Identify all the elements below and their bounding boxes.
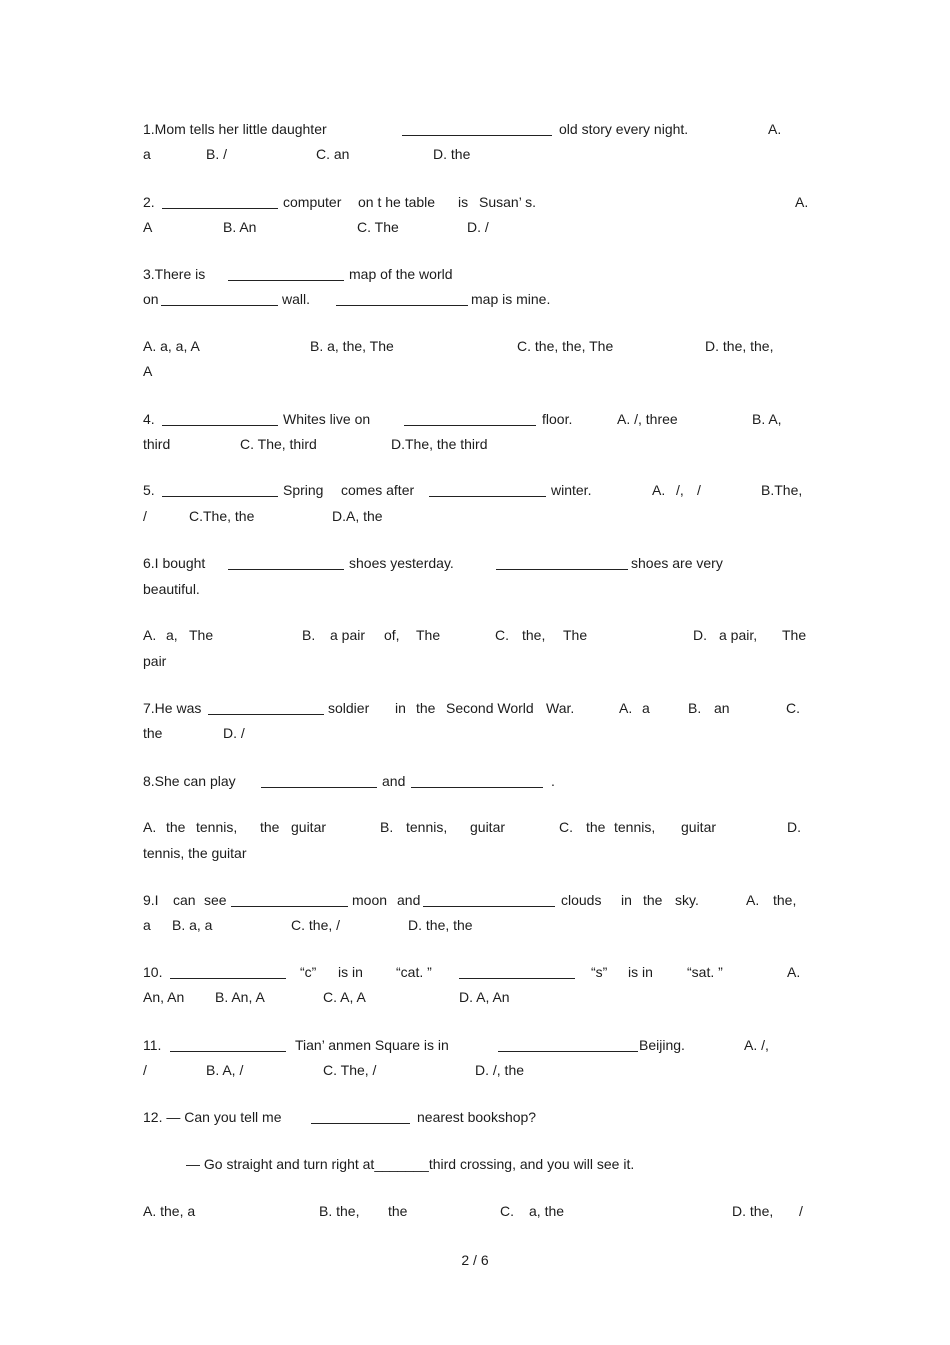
q11-stem: Tian’ anmen Square is in bbox=[295, 1037, 449, 1053]
q11-option-d: D. /, the bbox=[475, 1062, 525, 1078]
q12-option-a: A. the, a bbox=[143, 1203, 196, 1219]
q8-option-a-text: tennis, bbox=[196, 819, 238, 835]
q7-option-c: C. bbox=[786, 700, 800, 716]
q9-stem: the bbox=[643, 892, 663, 908]
q4-stem: Whites live on bbox=[283, 411, 371, 427]
q1-option-b: B. / bbox=[206, 146, 228, 162]
q9-stem: sky. bbox=[675, 892, 699, 908]
answer-blank bbox=[423, 906, 555, 907]
q3-stem: 3.There is bbox=[143, 266, 206, 282]
q10-stem: “sat. ” bbox=[687, 964, 723, 980]
q3-option-c: C. the, the, The bbox=[517, 338, 614, 354]
q7-option-b: B. bbox=[688, 700, 702, 716]
q8-option-b-text: tennis, bbox=[406, 819, 448, 835]
q8-option-a: A. bbox=[143, 819, 157, 835]
q9-option-a: A. bbox=[746, 892, 760, 908]
q4-number: 4. bbox=[143, 411, 155, 427]
q8-option-b: B. bbox=[380, 819, 394, 835]
q9-option-d: D. the, the bbox=[408, 917, 473, 933]
q2-stem: is bbox=[458, 194, 469, 210]
q9-stem: 9.I bbox=[143, 892, 159, 908]
q6-option-b: B. bbox=[302, 627, 316, 643]
q2-option-b: B. An bbox=[223, 219, 257, 235]
q12-option-b: B. the, bbox=[319, 1203, 360, 1219]
q8-stem: . bbox=[551, 773, 555, 789]
q1-option-d: D. the bbox=[433, 146, 471, 162]
q2-stem: computer bbox=[283, 194, 342, 210]
q6-option-c-text: The bbox=[563, 627, 588, 643]
q6-option-d-text: The bbox=[782, 627, 807, 643]
q7-stem: in bbox=[395, 700, 406, 716]
answer-blank bbox=[162, 208, 278, 209]
q7-stem: War. bbox=[546, 700, 575, 716]
q2-option-c: C. The bbox=[357, 219, 399, 235]
q6-option-d: D. bbox=[693, 627, 707, 643]
q12-stem: 12. — Can you tell me bbox=[143, 1109, 282, 1125]
q3-option-d-cont: A bbox=[143, 363, 153, 379]
q1-option-c: C. an bbox=[316, 146, 350, 162]
q12-reply: — Go straight and turn right at_______third crossing, and you will see it. bbox=[186, 1156, 635, 1172]
q2-option-a-text: A bbox=[143, 219, 153, 235]
q11-option-c: C. The, / bbox=[323, 1062, 377, 1078]
q8-stem: 8.She can play bbox=[143, 773, 236, 789]
q11-option-b: B. A, / bbox=[206, 1062, 244, 1078]
q3-stem: wall. bbox=[282, 291, 311, 307]
answer-blank bbox=[228, 280, 344, 281]
q10-option-a-cont: An, An bbox=[143, 989, 185, 1005]
q12-stem: nearest bookshop? bbox=[417, 1109, 537, 1125]
q8-option-d-cont: tennis, the guitar bbox=[143, 845, 247, 861]
answer-blank bbox=[261, 787, 377, 788]
q6-option-b-text: of, bbox=[384, 627, 400, 643]
q8-option-a-text: the bbox=[260, 819, 280, 835]
q6-option-a-text: The bbox=[189, 627, 214, 643]
q9-option-a-text: the, bbox=[773, 892, 797, 908]
q10-stem: “s” bbox=[591, 964, 608, 980]
q8-option-c-text: guitar bbox=[681, 819, 717, 835]
q4-stem: floor. bbox=[542, 411, 573, 427]
q6-option-c-text: the, bbox=[522, 627, 546, 643]
q5-stem: winter. bbox=[551, 482, 592, 498]
q10-option-c: C. A, A bbox=[323, 989, 366, 1005]
q1-stem: 1.Mom tells her little daughter bbox=[143, 121, 327, 137]
q2-option-d: D. / bbox=[467, 219, 489, 235]
q4-option-c: C. The, third bbox=[240, 436, 317, 452]
q9-stem: clouds bbox=[561, 892, 602, 908]
q11-stem: Beijing. bbox=[639, 1037, 685, 1053]
q9-option-b: B. a, a bbox=[172, 917, 213, 933]
q9-stem: moon bbox=[352, 892, 388, 908]
q7-option-d: D. / bbox=[223, 725, 245, 741]
answer-blank bbox=[311, 1123, 410, 1124]
q10-number: 10. bbox=[143, 964, 163, 980]
q10-stem: “c” bbox=[300, 964, 317, 980]
answer-blank bbox=[162, 496, 278, 497]
q4-option-a: A. /, three bbox=[617, 411, 678, 427]
q3-stem: on bbox=[143, 291, 159, 307]
answer-blank bbox=[336, 305, 468, 306]
answer-blank bbox=[498, 1051, 638, 1052]
q3-option-d: D. the, the, bbox=[705, 338, 774, 354]
q6-stem: shoes yesterday. bbox=[349, 555, 454, 571]
answer-blank bbox=[496, 569, 628, 570]
q6-option-d-text: a pair, bbox=[719, 627, 758, 643]
q2-number: 2. bbox=[143, 194, 155, 210]
q2-stem: on t he table bbox=[358, 194, 436, 210]
q5-option-a-text: / bbox=[697, 482, 701, 498]
q4-option-d: D.The, the third bbox=[391, 436, 488, 452]
q9-option-c: C. the, / bbox=[291, 917, 341, 933]
q10-option-a: A. bbox=[787, 964, 801, 980]
q6-option-c: C. bbox=[495, 627, 509, 643]
q5-option-a: A. bbox=[652, 482, 666, 498]
q5-option-b: B.The, bbox=[761, 482, 803, 498]
q8-option-c: C. bbox=[559, 819, 573, 835]
answer-blank bbox=[231, 906, 348, 907]
q11-option-a-cont: / bbox=[143, 1062, 147, 1078]
q5-option-c: C.The, the bbox=[189, 508, 255, 524]
answer-blank bbox=[170, 978, 286, 979]
q2-option-a: A. bbox=[795, 194, 809, 210]
answer-blank bbox=[162, 425, 278, 426]
q12-option-c-text: a, the bbox=[529, 1203, 565, 1219]
answer-blank bbox=[208, 714, 324, 715]
q6-stem: 6.I bought bbox=[143, 555, 206, 571]
q3-stem: map of the world bbox=[349, 266, 453, 282]
q6-stem: shoes are very bbox=[631, 555, 723, 571]
q9-stem: see bbox=[204, 892, 227, 908]
q1-stem-end: old story every night. bbox=[559, 121, 689, 137]
q8-option-d: D. bbox=[787, 819, 801, 835]
q7-option-a: A. bbox=[619, 700, 633, 716]
q9-stem: and bbox=[397, 892, 421, 908]
q7-option-a-text: a bbox=[642, 700, 650, 716]
q7-option-b-text: an bbox=[714, 700, 730, 716]
q6-option-b-text: The bbox=[416, 627, 441, 643]
q5-option-d: D.A, the bbox=[332, 508, 383, 524]
q7-stem: the bbox=[416, 700, 436, 716]
q9-option-a-cont: a bbox=[143, 917, 151, 933]
q7-stem: 7.He was bbox=[143, 700, 202, 716]
q6-stem: beautiful. bbox=[143, 581, 200, 597]
q10-stem: is in bbox=[338, 964, 363, 980]
answer-blank bbox=[459, 978, 575, 979]
q10-option-d: D. A, An bbox=[459, 989, 510, 1005]
q6-option-d-cont: pair bbox=[143, 653, 167, 669]
q6-option-b-text: a pair bbox=[330, 627, 366, 643]
q8-option-a-text: the bbox=[166, 819, 186, 835]
q3-option-a: A. a, a, A bbox=[143, 338, 200, 354]
answer-blank bbox=[411, 787, 543, 788]
q12-option-c: C. bbox=[500, 1203, 514, 1219]
answer-blank bbox=[429, 496, 546, 497]
q3-option-b: B. a, the, The bbox=[310, 338, 394, 354]
q6-option-a: A. bbox=[143, 627, 157, 643]
q6-option-a-text: a, bbox=[166, 627, 178, 643]
q8-option-b-text: guitar bbox=[470, 819, 506, 835]
q12-option-d-text: / bbox=[799, 1203, 803, 1219]
q5-option-b-cont: / bbox=[143, 508, 147, 524]
answer-blank bbox=[170, 1051, 286, 1052]
q11-number: 11. bbox=[143, 1037, 162, 1053]
answer-blank bbox=[228, 569, 344, 570]
q7-option-c-cont: the bbox=[143, 725, 163, 741]
q10-stem: is in bbox=[628, 964, 653, 980]
q3-stem: map is mine. bbox=[471, 291, 551, 307]
answer-blank bbox=[161, 305, 278, 306]
answer-blank bbox=[402, 135, 552, 136]
q10-stem: “cat. ” bbox=[396, 964, 432, 980]
q4-option-b: B. A, bbox=[752, 411, 782, 427]
q9-stem: can bbox=[173, 892, 196, 908]
q5-stem: comes after bbox=[341, 482, 415, 498]
q1-option-a-text: a bbox=[143, 146, 151, 162]
q7-stem: soldier bbox=[328, 700, 370, 716]
q5-number: 5. bbox=[143, 482, 155, 498]
q5-option-a-text: /, bbox=[676, 482, 684, 498]
answer-blank bbox=[404, 425, 536, 426]
q7-stem: Second World bbox=[446, 700, 534, 716]
q12-option-b-text: the bbox=[388, 1203, 408, 1219]
q10-option-b: B. An, A bbox=[215, 989, 265, 1005]
q4-option-b-cont: third bbox=[143, 436, 171, 452]
q2-stem: Susan’ s. bbox=[479, 194, 537, 210]
q1-option-a: A. bbox=[768, 121, 782, 137]
q12-option-d: D. the, bbox=[732, 1203, 774, 1219]
q8-option-c-text: tennis, bbox=[614, 819, 656, 835]
q8-option-c-text: the bbox=[586, 819, 606, 835]
page-indicator: 2 / 6 bbox=[461, 1252, 489, 1268]
q5-stem: Spring bbox=[283, 482, 324, 498]
q9-stem: in bbox=[621, 892, 632, 908]
q8-option-a-text: guitar bbox=[291, 819, 327, 835]
q8-stem: and bbox=[382, 773, 406, 789]
q11-option-a: A. /, bbox=[744, 1037, 769, 1053]
